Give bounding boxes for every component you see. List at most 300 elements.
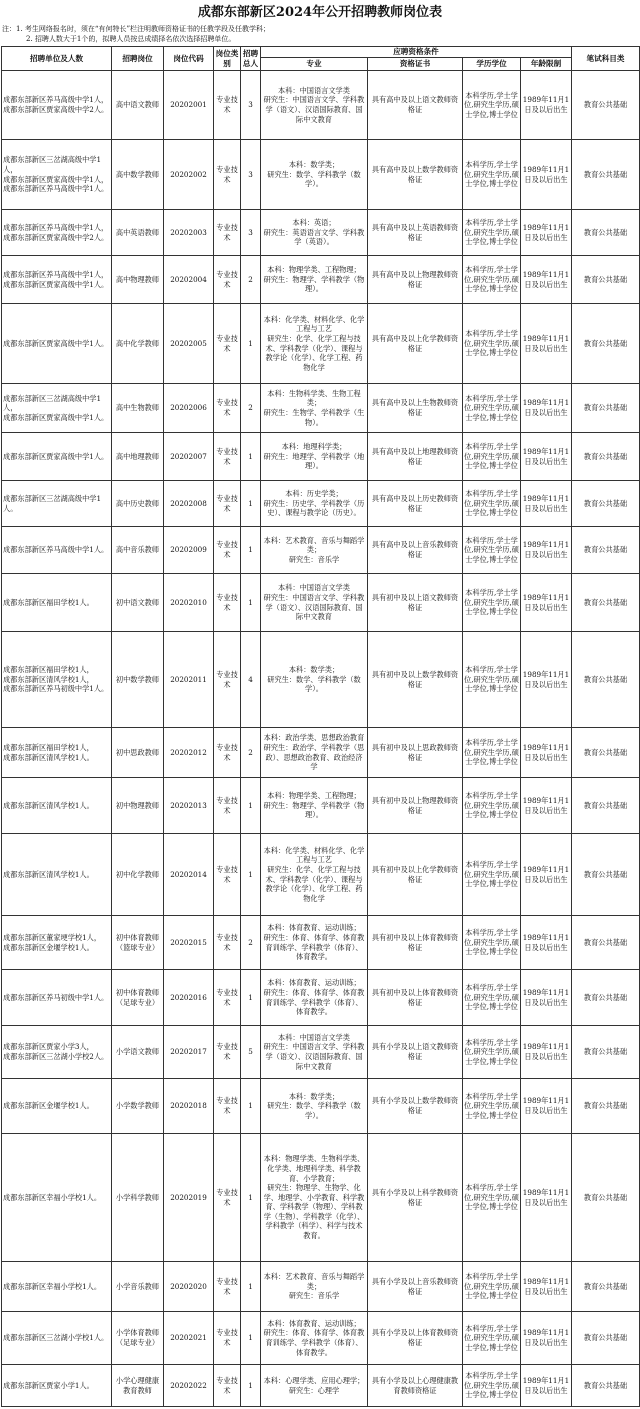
major-line: 研究生：体育、体育学、体育教育训练学、学科教学（体育）、体育教学。 <box>263 932 365 962</box>
cell-post: 小学数学教师 <box>112 1079 164 1134</box>
major-line: 本科：体育教育、运动训练； <box>267 923 361 933</box>
cell-cert: 具有小学及以上语文教师资格证 <box>368 1026 463 1079</box>
cell-cert: 具有小学及以上科学教师资格证 <box>368 1134 463 1262</box>
major-line: 研究生：体育、体育学、体育教育训练学、学科教学（体育）、体育教学。 <box>263 1328 365 1357</box>
table-row <box>2 970 640 1026</box>
table-row <box>2 527 640 574</box>
unit-line: 成都东部新区三岔湖高级中学1人。 <box>3 493 102 513</box>
unit-line: 成都东部新区贾家小学3人， <box>3 1042 94 1052</box>
cell-cert: 具有初中及以上体育教师资格证 <box>368 916 463 970</box>
cell-code: 20202022 <box>164 1365 214 1407</box>
cell-exam: 教育公共基础 <box>572 1134 640 1262</box>
cell-type: 专业技术 <box>214 916 241 970</box>
cell-age: 1989年11月1日及以后出生 <box>521 1365 572 1407</box>
cell-cert: 具有高中及以上物理教师资格证 <box>368 256 463 304</box>
cell-type: 专业技术 <box>214 1262 241 1312</box>
header-code: 岗位代码 <box>164 47 214 71</box>
table-row <box>2 1134 640 1262</box>
table-row <box>2 1312 640 1365</box>
cell-cert: 具有高中及以上语文教师资格证 <box>368 71 463 140</box>
major-line: 研究生：化学、化学工程与技术、学科教学（化学）、课程与教学论（化学）、化学工程、药物化学 <box>265 333 363 372</box>
cell-num: 1 <box>241 574 261 632</box>
cell-type: 专业技术 <box>214 527 241 574</box>
cell-exam: 教育公共基础 <box>572 970 640 1026</box>
table-row <box>2 140 640 210</box>
cell-code: 20202019 <box>164 1134 214 1262</box>
table-row <box>2 1026 640 1079</box>
cell-age: 1989年11月1日及以后出生 <box>521 834 572 916</box>
cell-code: 20202014 <box>164 834 214 916</box>
cell-major <box>261 632 368 728</box>
major-line: 研究生：数学、学科教学（数学）。 <box>267 169 361 189</box>
unit-line: 成都东部新区养马高级中学1人。 <box>3 184 109 194</box>
cell-edu: 本科学历,学士学位,研究生学历,硕士学位,博士学位 <box>463 916 521 970</box>
cell-cert: 具有初中及以上数学教师资格证 <box>368 632 463 728</box>
cell-age: 1989年11月1日及以后出生 <box>521 1312 572 1365</box>
cell-type: 专业技术 <box>214 1134 241 1262</box>
table-body <box>2 71 640 1407</box>
cell-post: 高中生物教师 <box>112 384 164 433</box>
cell-edu: 本科学历,学士学位,研究生学历,硕士学位,博士学位 <box>463 632 521 728</box>
cell-age: 1989年11月1日及以后出生 <box>521 778 572 834</box>
cell-code: 20202018 <box>164 1079 214 1134</box>
unit-line: 成都东部新区清风学校1人， <box>3 674 94 684</box>
cell-post: 初中语文教师 <box>112 574 164 632</box>
major-line: 研究生：音乐学 <box>288 554 340 564</box>
cell-edu: 本科学历,学士学位,研究生学历,硕士学位,博士学位 <box>463 970 521 1026</box>
header-major: 专业 <box>261 58 368 71</box>
note-line: 注：1. 考生网络报名时，须在“有何特长”栏注明教师资格证书的任教学段及任教学科； <box>2 25 271 33</box>
cell-unit <box>2 304 112 384</box>
cell-major <box>261 527 368 574</box>
header-cert: 资格证书 <box>368 58 463 71</box>
cell-major <box>261 1079 368 1134</box>
unit-line: 成都东部新区贾家小学1人。 <box>3 1380 94 1390</box>
cell-edu: 本科学历,学士学位,研究生学历,硕士学位,博士学位 <box>463 778 521 834</box>
cell-edu: 本科学历,学士学位,研究生学历,硕士学位,博士学位 <box>463 1262 521 1312</box>
unit-line: 成都东部新区三岔湖小学校2人。 <box>3 1052 109 1061</box>
cell-exam: 教育公共基础 <box>572 256 640 304</box>
cell-cert: 具有高中及以上地理教师资格证 <box>368 433 463 481</box>
cell-exam: 教育公共基础 <box>572 1262 640 1312</box>
cell-code: 20202011 <box>164 632 214 728</box>
cell-num: 1 <box>241 1312 261 1365</box>
positions-table <box>1 46 640 1407</box>
cell-code: 20202012 <box>164 728 214 778</box>
cell-age: 1989年11月1日及以后出生 <box>521 256 572 304</box>
cell-post: 高中音乐教师 <box>112 527 164 574</box>
cell-unit <box>2 728 112 778</box>
cell-code: 20202017 <box>164 1026 214 1079</box>
unit-line: 成都东部新区清风学校1人。 <box>3 752 94 762</box>
cell-type: 专业技术 <box>214 256 241 304</box>
cell-major <box>261 433 368 481</box>
cell-num: 1 <box>241 433 261 481</box>
cell-edu: 本科学历,学士学位,研究生学历,硕士学位,博士学位 <box>463 304 521 384</box>
major-line: 本科：物理学类、工程物理； <box>267 791 361 801</box>
unit-line: 成都东部新区养马高级中学1人。 <box>3 545 109 555</box>
unit-line: 成都东部新区清风学校1人。 <box>3 800 94 810</box>
cell-type: 专业技术 <box>214 834 241 916</box>
table-row <box>2 481 640 527</box>
cell-edu: 本科学历,学士学位,研究生学历,硕士学位,博士学位 <box>463 1312 521 1365</box>
cell-unit <box>2 574 112 632</box>
header-row <box>2 47 640 58</box>
major-line: 研究生：中国语言文学、学科教学（语文）、汉语国际教育、国际中文教育 <box>263 95 365 124</box>
table-row <box>2 71 640 140</box>
cell-code: 20202008 <box>164 481 214 527</box>
cell-major <box>261 574 368 632</box>
major-line: 本科：艺术教育、音乐与舞蹈学类； <box>263 535 365 555</box>
header-conditions: 应聘资格条件 <box>261 47 572 58</box>
cell-age: 1989年11月1日及以后出生 <box>521 632 572 728</box>
major-line: 本科：数学类； <box>288 160 340 170</box>
major-line: 研究生：心理学 <box>288 1385 340 1395</box>
cell-edu: 本科学历,学士学位,研究生学历,硕士学位,博士学位 <box>463 1134 521 1262</box>
unit-line: 成都东部新区三岔湖小学校1人。 <box>3 1333 109 1343</box>
cell-num: 1 <box>241 970 261 1026</box>
major-line: 本科：心理学类、应用心理学； <box>263 1375 365 1385</box>
cell-age: 1989年11月1日及以后出生 <box>521 916 572 970</box>
cell-unit <box>2 970 112 1026</box>
table-row <box>2 834 640 916</box>
cell-type: 专业技术 <box>214 632 241 728</box>
cell-post: 初中体育教师（足球专业） <box>112 970 164 1026</box>
cell-major <box>261 916 368 970</box>
major-line: 本科：艺术教育、音乐与舞蹈学类； <box>263 1272 365 1291</box>
header-post: 招聘岗位 <box>112 47 164 71</box>
cell-cert: 具有高中及以上音乐教师资格证 <box>368 527 463 574</box>
header-unit: 招聘单位及人数 <box>2 47 112 71</box>
cell-unit <box>2 71 112 140</box>
cell-code: 20202015 <box>164 916 214 970</box>
cell-code: 20202003 <box>164 210 214 256</box>
cell-edu: 本科学历,学士学位,研究生学历,硕士学位,博士学位 <box>463 834 521 916</box>
cell-type: 专业技术 <box>214 1026 241 1079</box>
cell-edu: 本科学历,学士学位,研究生学历,硕士学位,博士学位 <box>463 527 521 574</box>
header-type: 岗位类别 <box>214 47 241 71</box>
cell-major <box>261 304 368 384</box>
cell-type: 专业技术 <box>214 728 241 778</box>
unit-line: 成都东部新区养马初级中学1人。 <box>3 992 109 1002</box>
cell-num: 1 <box>241 1134 261 1262</box>
cell-num: 1 <box>241 1079 261 1134</box>
cell-num: 1 <box>241 527 261 574</box>
cell-exam: 教育公共基础 <box>572 210 640 256</box>
cell-exam: 教育公共基础 <box>572 1026 640 1079</box>
cell-edu: 本科学历,学士学位,研究生学历,硕士学位,博士学位 <box>463 71 521 140</box>
cell-major <box>261 481 368 527</box>
cell-exam: 教育公共基础 <box>572 433 640 481</box>
cell-unit <box>2 1079 112 1134</box>
cell-edu: 本科学历,学士学位,研究生学历,硕士学位,博士学位 <box>463 574 521 632</box>
major-line: 研究生：化学、化学工程与技术、学科教学（化学）、课程与教学论（化学）、化学工程、药物化学 <box>265 864 363 903</box>
unit-line: 成都东部新区福田学校1人， <box>3 742 94 752</box>
cell-num: 1 <box>241 834 261 916</box>
cell-age: 1989年11月1日及以后出生 <box>521 970 572 1026</box>
cell-unit <box>2 834 112 916</box>
cell-post: 高中地理教师 <box>112 433 164 481</box>
cell-unit <box>2 1026 112 1079</box>
major-line: 本科：体育教育、运动训练； <box>267 1318 361 1328</box>
cell-exam: 教育公共基础 <box>572 384 640 433</box>
table-row <box>2 1262 640 1312</box>
cell-num: 5 <box>241 1026 261 1079</box>
cell-code: 20202016 <box>164 970 214 1026</box>
cell-cert: 具有初中及以上体育教师资格证 <box>368 970 463 1026</box>
unit-line: 成都东部新区贾家高级中学1人。 <box>3 279 109 289</box>
unit-line: 成都东部新区贾家高级中学1人。 <box>3 451 109 461</box>
cell-code: 20202004 <box>164 256 214 304</box>
cell-type: 专业技术 <box>214 574 241 632</box>
unit-line: 成都东部新区福田学校1人， <box>3 665 94 675</box>
unit-line: 成都东部新区金堰学校1人。 <box>3 942 94 952</box>
table-row <box>2 728 640 778</box>
major-line: 本科：中国语言文学类 <box>278 583 350 593</box>
cell-edu: 本科学历,学士学位,研究生学历,硕士学位,博士学位 <box>463 140 521 210</box>
cell-num: 1 <box>241 304 261 384</box>
major-line: 研究生：地理学、学科教学（地理）。 <box>263 451 365 471</box>
cell-num: 1 <box>241 778 261 834</box>
cell-cert: 具有小学及以上体育教师资格证 <box>368 1312 463 1365</box>
unit-line: 成都东部新区金堰学校1人。 <box>3 1101 94 1111</box>
cell-major <box>261 778 368 834</box>
cell-exam: 教育公共基础 <box>572 140 640 210</box>
major-line: 本科：英语； <box>292 218 336 228</box>
cell-exam: 教育公共基础 <box>572 728 640 778</box>
major-line: 研究生：中国语言文学、学科教学（语文）、汉语国际教育、国际中文教育 <box>263 1042 365 1071</box>
unit-line: 成都东部新区福田学校1人。 <box>3 597 94 607</box>
major-line: 本科：数学类； <box>288 665 340 675</box>
cell-post: 初中物理教师 <box>112 778 164 834</box>
major-line: 本科：化学类、材料化学、化学工程与工艺 <box>263 845 365 865</box>
table-row <box>2 1079 640 1134</box>
cell-post: 初中思政教师 <box>112 728 164 778</box>
cell-exam: 教育公共基础 <box>572 1365 640 1407</box>
major-line: 本科：数学类； <box>288 1091 340 1101</box>
cell-age: 1989年11月1日及以后出生 <box>521 728 572 778</box>
cell-post: 初中数学教师 <box>112 632 164 728</box>
cell-post: 高中数学教师 <box>112 140 164 210</box>
major-line: 本科：物理学类、生物科学类、化学类、地理科学类、科学教育、小学教育； <box>263 1154 365 1183</box>
cell-cert: 具有高中及以上化学教师资格证 <box>368 304 463 384</box>
major-line: 研究生：体育、体育学、体育教育训练学、学科教学（体育）、体育教学。 <box>263 987 365 1017</box>
cell-age: 1989年11月1日及以后出生 <box>521 574 572 632</box>
cell-major <box>261 71 368 140</box>
document-title: 成都东部新区2024年公开招聘教师岗位表 <box>197 5 443 20</box>
header-num: 招聘总人 <box>241 47 261 71</box>
cell-type: 专业技术 <box>214 210 241 256</box>
cell-exam: 教育公共基础 <box>572 574 640 632</box>
header-exam: 笔试科目类 <box>572 47 640 71</box>
cell-age: 1989年11月1日及以后出生 <box>521 384 572 433</box>
unit-line: 成都东部新区幸福小学校1人。 <box>3 1192 102 1202</box>
cell-type: 专业技术 <box>214 778 241 834</box>
cell-type: 专业技术 <box>214 1365 241 1407</box>
cell-post: 高中语文教师 <box>112 71 164 140</box>
table-row <box>2 433 640 481</box>
cell-cert: 具有初中及以上物理教师资格证 <box>368 778 463 834</box>
major-line: 研究生：数学、学科教学（数学）。 <box>267 1101 361 1120</box>
cell-code: 20202013 <box>164 778 214 834</box>
cell-num: 3 <box>241 140 261 210</box>
cell-post: 小学科学教师 <box>112 1134 164 1262</box>
cell-num: 2 <box>241 916 261 970</box>
cell-edu: 本科学历,学士学位,研究生学历,硕士学位,博士学位 <box>463 1365 521 1407</box>
unit-line: 成都东部新区清风学校1人。 <box>3 869 94 879</box>
cell-edu: 本科学历,学士学位,研究生学历,硕士学位,博士学位 <box>463 433 521 481</box>
cell-cert: 具有高中及以上英语教师资格证 <box>368 210 463 256</box>
cell-exam: 教育公共基础 <box>572 481 640 527</box>
cell-edu: 本科学历,学士学位,研究生学历,硕士学位,博士学位 <box>463 1079 521 1134</box>
cell-code: 20202005 <box>164 304 214 384</box>
table-row <box>2 632 640 728</box>
cell-unit <box>2 1134 112 1262</box>
cell-exam: 教育公共基础 <box>572 1079 640 1134</box>
cell-num: 2 <box>241 384 261 433</box>
cell-post: 初中体育教师（篮球专业） <box>112 916 164 970</box>
cell-major <box>261 728 368 778</box>
cell-type: 专业技术 <box>214 71 241 140</box>
cell-age: 1989年11月1日及以后出生 <box>521 71 572 140</box>
cell-major <box>261 1312 368 1365</box>
cell-edu: 本科学历,学士学位,研究生学历,硕士学位,博士学位 <box>463 256 521 304</box>
table-row <box>2 210 640 256</box>
cell-unit <box>2 481 112 527</box>
cell-unit <box>2 1262 112 1312</box>
cell-edu: 本科学历,学士学位,研究生学历,硕士学位,博士学位 <box>463 384 521 433</box>
major-line: 本科：体育教育、运动训练； <box>267 978 361 988</box>
unit-line: 成都东部新区贾家高级中学1人， <box>3 174 109 184</box>
header-age: 年龄限制 <box>521 58 572 71</box>
cell-age: 1989年11月1日及以后出生 <box>521 433 572 481</box>
cell-age: 1989年11月1日及以后出生 <box>521 527 572 574</box>
cell-type: 专业技术 <box>214 481 241 527</box>
unit-line: 成都东部新区养马高级中学1人， <box>3 269 109 279</box>
cell-type: 专业技术 <box>214 304 241 384</box>
cell-cert: 具有小学及以上数学教师资格证 <box>368 1079 463 1134</box>
cell-major <box>261 1365 368 1407</box>
cell-age: 1989年11月1日及以后出生 <box>521 304 572 384</box>
cell-major <box>261 834 368 916</box>
cell-post: 高中化学教师 <box>112 304 164 384</box>
unit-line: 成都东部新区贾家高级中学2人。 <box>3 105 109 114</box>
cell-unit <box>2 256 112 304</box>
unit-line: 成都东部新区养马初级中学1人。 <box>3 684 109 694</box>
cell-age: 1989年11月1日及以后出生 <box>521 481 572 527</box>
unit-line: 成都东部新区贾家高级中学1人。 <box>3 338 109 348</box>
cell-major <box>261 140 368 210</box>
major-line: 研究生：政治学、学科教学（思政）、思想政治教育、政治经济学 <box>263 742 365 772</box>
cell-unit <box>2 1312 112 1365</box>
major-line: 本科：历史学类； <box>285 489 343 499</box>
cell-num: 4 <box>241 632 261 728</box>
cell-exam: 教育公共基础 <box>572 1312 640 1365</box>
major-line: 研究生：生物学、学科教学（生物）。 <box>263 408 365 427</box>
cell-post: 小学语文教师 <box>112 1026 164 1079</box>
unit-line: 成都东部新区养马高级中学1人， <box>3 222 109 232</box>
cell-code: 20202009 <box>164 527 214 574</box>
cell-num: 1 <box>241 1262 261 1312</box>
cell-post: 小学心理健康教育教师 <box>112 1365 164 1407</box>
table-row <box>2 256 640 304</box>
major-line: 研究生：中国语言文学、学科教学（语文）、汉语国际教育、国际中文教育 <box>263 592 365 622</box>
cell-major <box>261 256 368 304</box>
cell-type: 专业技术 <box>214 970 241 1026</box>
cell-unit <box>2 433 112 481</box>
cell-num: 2 <box>241 728 261 778</box>
cell-exam: 教育公共基础 <box>572 778 640 834</box>
cell-unit <box>2 527 112 574</box>
cell-major <box>261 210 368 256</box>
header-edu: 学历学位 <box>463 58 521 71</box>
major-line: 研究生：英语语言文学、学科教学（英语）。 <box>263 227 365 247</box>
cell-major <box>261 384 368 433</box>
major-line: 研究生：物理学、学科教学（物理）。 <box>263 274 365 294</box>
cell-edu: 本科学历,学士学位,研究生学历,硕士学位,博士学位 <box>463 481 521 527</box>
cell-unit <box>2 1365 112 1407</box>
cell-age: 1989年11月1日及以后出生 <box>521 210 572 256</box>
major-line: 本科：中国语言文学类 <box>278 85 350 95</box>
cell-post: 高中英语教师 <box>112 210 164 256</box>
cell-code: 20202002 <box>164 140 214 210</box>
unit-line: 成都东部新区董家埂学校1人， <box>3 932 102 942</box>
cell-post: 小学音乐教师 <box>112 1262 164 1312</box>
major-line: 本科：地理科学类； <box>281 442 347 452</box>
cell-major <box>261 1262 368 1312</box>
cell-cert: 具有高中及以上历史教师资格证 <box>368 481 463 527</box>
cell-cert: 具有高中及以上生物教师资格证 <box>368 384 463 433</box>
major-line: 研究生：数学、学科教学（数学）。 <box>267 674 361 694</box>
cell-edu: 本科学历,学士学位,研究生学历,硕士学位,博士学位 <box>463 728 521 778</box>
table-row <box>2 778 640 834</box>
cell-unit <box>2 632 112 728</box>
unit-line: 成都东部新区贾家高级中学1人。 <box>3 412 109 422</box>
cell-age: 1989年11月1日及以后出生 <box>521 1079 572 1134</box>
cell-num: 3 <box>241 71 261 140</box>
unit-line: 成都东部新区幸福小学校1人。 <box>3 1281 102 1291</box>
cell-num: 3 <box>241 210 261 256</box>
cell-post: 初中化学教师 <box>112 834 164 916</box>
major-line: 本科：物理学类、工程物理； <box>267 265 361 275</box>
table-row <box>2 384 640 433</box>
cell-exam: 教育公共基础 <box>572 71 640 140</box>
cell-num: 1 <box>241 481 261 527</box>
cell-exam: 教育公共基础 <box>572 527 640 574</box>
cell-num: 1 <box>241 1365 261 1407</box>
cell-exam: 教育公共基础 <box>572 916 640 970</box>
cell-code: 20202001 <box>164 71 214 140</box>
cell-edu: 本科学历,学士学位,研究生学历,硕士学位,博士学位 <box>463 1026 521 1079</box>
cell-age: 1989年11月1日及以后出生 <box>521 1262 572 1312</box>
cell-post: 小学体育教师（足球专业） <box>112 1312 164 1365</box>
major-line: 研究生：历史学、学科教学（历史）、课程与教学论（历史）。 <box>263 498 365 518</box>
cell-post: 高中历史教师 <box>112 481 164 527</box>
cell-type: 专业技术 <box>214 1312 241 1365</box>
major-line: 本科：化学类、材料化学、化学工程与工艺 <box>263 314 365 334</box>
table-row <box>2 1365 640 1407</box>
cell-type: 专业技术 <box>214 140 241 210</box>
cell-exam: 教育公共基础 <box>572 304 640 384</box>
cell-unit <box>2 140 112 210</box>
unit-line: 成都东部新区三岔湖高级中学1人， <box>3 155 102 174</box>
cell-post: 高中物理教师 <box>112 256 164 304</box>
cell-type: 专业技术 <box>214 384 241 433</box>
table-row <box>2 304 640 384</box>
cell-num: 2 <box>241 256 261 304</box>
cell-unit <box>2 916 112 970</box>
major-line: 研究生：物理学、生物学、化学、地理学、小学教育、科学教育、学科教学（物理）、学科教学（生物）、学科教学（化学）、学科教学（科学）、科学与技术教育。 <box>263 1183 365 1241</box>
